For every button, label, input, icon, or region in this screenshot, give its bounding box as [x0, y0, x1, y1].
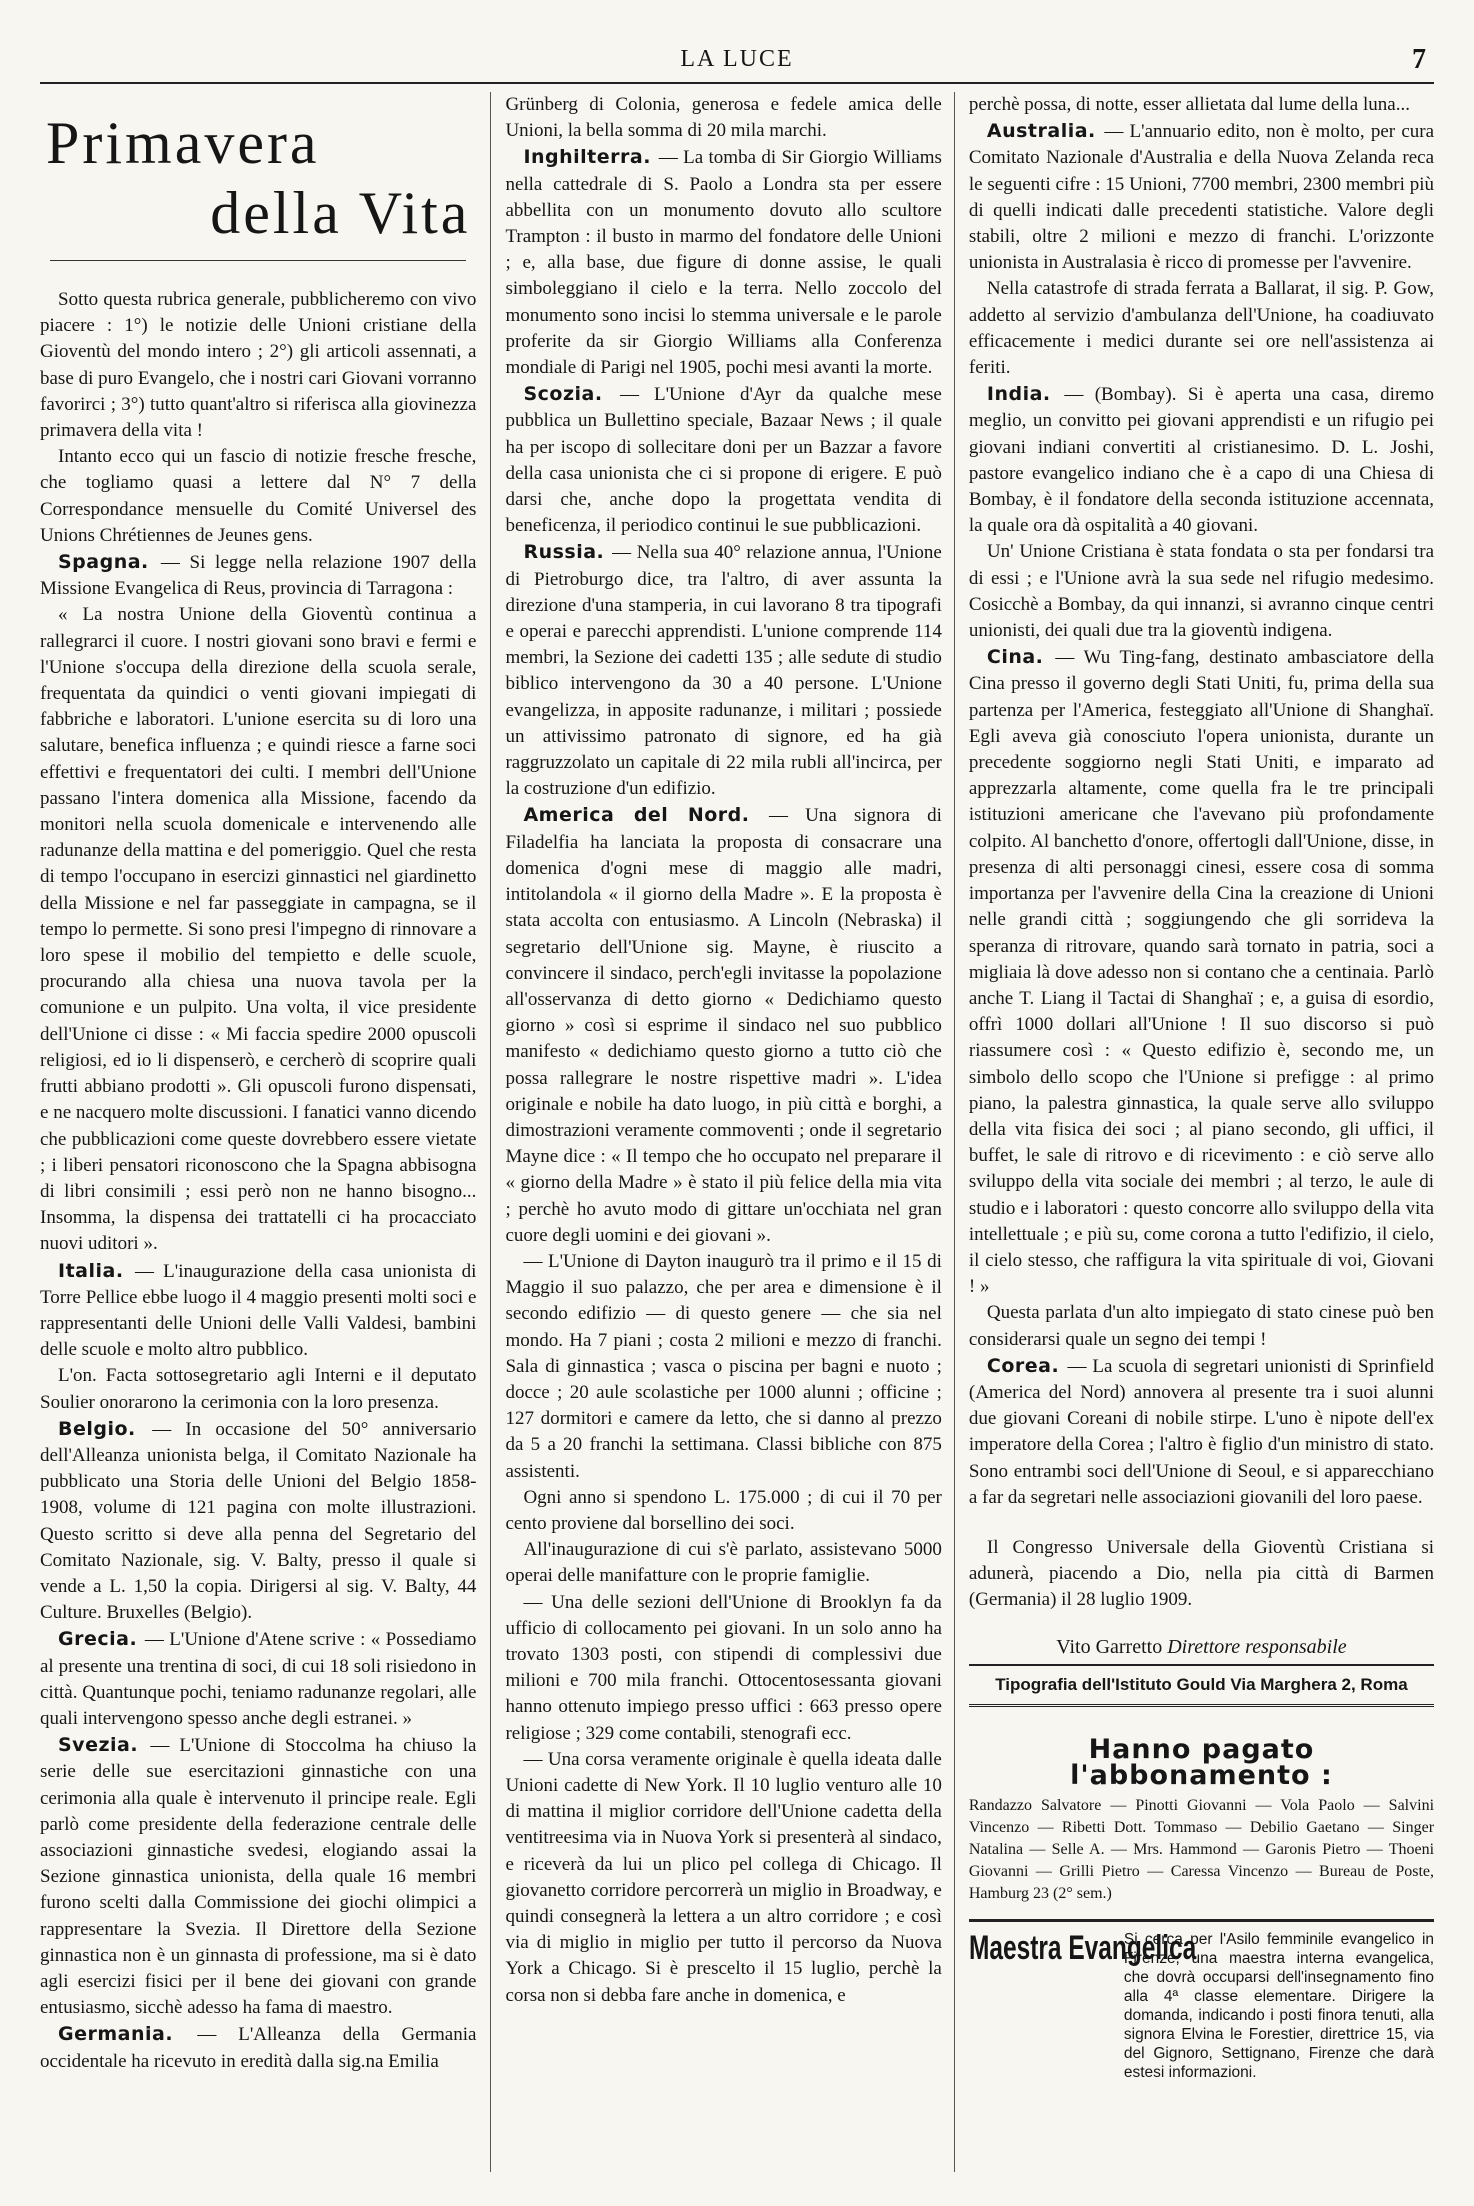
- paragraph-text: — L'inaugurazione della casa unionista di Torre Pellice ebbe luogo il 4 maggio presenti molti soci e rappresentanti delle Unioni delle Valli Valdesi, bambini delle scuole e molto altro pubblico.: [40, 1260, 477, 1361]
- paragraph: [40, 287, 476, 444]
- paragraph: [969, 276, 1434, 381]
- paragraph-text: — L'Unione d'Atene scrive : « Possediamo al presente una trentina di soci, di cui 18 soli risiedono in città. Quantunque pochi, teniamo radunanze regolari, alle quali intervengono spesso anche degli estranei. »: [40, 1629, 477, 1729]
- column-title-line2: della Vita: [210, 180, 471, 246]
- paragraph: [969, 381, 1434, 539]
- paragraph: [505, 1537, 941, 1589]
- title-rule: [50, 260, 466, 261]
- congress-notice: Il Congresso Universale della Gioventù Cristiana si adunerà, piacendo a Dio, nella pia città di Barmen (Germania) il 28 luglio 1909.: [968, 1536, 1435, 1611]
- section-heading: Inghilterra.: [523, 146, 659, 169]
- paragraph: [40, 602, 476, 1257]
- paragraph-text: Questa parlata d'un alto impiegato di stato cinese può ben considerarsi quale un segno dei tempi !: [968, 1302, 1435, 1350]
- section-heading: Cina.: [986, 646, 1056, 669]
- paragraph: [40, 1626, 476, 1732]
- paragraph: [505, 539, 941, 802]
- page-number: 7: [1412, 44, 1426, 75]
- section-heading: Russia.: [523, 541, 613, 564]
- paragraph: [40, 549, 476, 602]
- paragraph-text: Ogni anno si spendono L. 175.000 ; di cui il 70 per cento proviene dal borsellino dei soci.: [505, 1486, 942, 1534]
- paragraph-text: Grünberg di Colonia, generosa e fedele amica delle Unioni, la bella somma di 20 mila marchi.: [505, 94, 942, 142]
- paragraph: [40, 1416, 476, 1627]
- columns: [40, 92, 1434, 2172]
- signature-line: [969, 1628, 1434, 1666]
- paragraph: [969, 539, 1434, 644]
- section-heading: Svezia.: [58, 1734, 151, 1757]
- paragraph-text: — Una delle sezioni dell'Unione di Brooklyn fa da ufficio di collocamento pei giovani. In un solo anno ha trovato 1303 posti, con stipendi di complessivi due milioni e 700 mila franchi. Ottocentosessanta giovani hanno ottenuto impiego presso uffici : 663 presso opere religiose ; 329 come contabili, stenografi ecc.: [505, 1591, 942, 1744]
- paragraph: [40, 1363, 476, 1415]
- paragraph-text: — Si legge nella relazione 1907 della Missione Evangelica di Reus, provincia di Tarragona :: [40, 552, 477, 600]
- column-3-body: [969, 92, 1434, 1511]
- paragraph-text: — In occasione del 50° anniversario dell'Alleanza unionista belga, il Comitato Nazionale ha pubblicato una Storia delle Unioni del Belgio 1858-1908, volume di 121 pagina con molte illustrazioni. Questo scritto si deve alla penna del Segretario del Comitato Nazionale, sig. V. Balty, presso il quale si vende a L. 1,50 la copia. Dirigersi al sig. V. Balty, 44 Culture. Bruxelles (Belgio).: [40, 1418, 477, 1624]
- column-1-body: [40, 287, 476, 2075]
- page-header: [40, 42, 1434, 84]
- paragraph-text: — L'Unione di Dayton inaugurò tra il primo e il 15 di Maggio il suo palazzo, che per area e dimensione è il secondo edifizio — di questo genere — che sia nel mondo. Ha 7 piani ; costa 2 milioni e mezzo di franchi. Sala di ginnastica ; vasca o piscina per bagni e nuoto ; docce ; 20 aule scolastiche per 1000 alunni ; officine ; 127 dormitori e camere da letto, che si danno al prezzo da 5 a 20 franchi la settimana. Classi bibliche con 875 assistenti.: [505, 1250, 942, 1482]
- section-heading: Germania.: [58, 2023, 198, 2046]
- newspaper-title: LA LUCE: [680, 46, 794, 72]
- paragraph: [969, 644, 1434, 1300]
- paragraph: [40, 1258, 476, 1364]
- paragraph-text: — Una signora di Filadelfia ha lanciata la proposta di consacrare una domenica d'ogni mese di maggio alle madri, intitolandola « il giorno della Madre ». E la proposta è stata accolta con entusiasmo. A Lincoln (Nebraska) il segretario dell'Unione sig. Mayne, è riuscito a convincere il sindaco, perch'egli invitasse la popolazione all'osservanza di detto giorno « Dedichiamo questo giorno » così si esprime il sindaco nel suo pubblico manifesto « dedichiamo questo giorno a tutto ciò che possa rallegrare le nostre rispettive madri ». L'idea originale e nobile ha dato luogo, in più città e borghi, a dimostrazioni veramente commoventi ; onde il segretario Mayne dice : « Il tempo che ho occupato nel preparare il « giorno della Madre » è stato il più felice della mia vita ; perchè ho avuto modo di gittare un'occhiata nel gran cuore degli uomini e dei giovani ».: [505, 805, 942, 1246]
- paragraph-text: — L'Unione d'Ayr da qualche mese pubblica un Bullettino speciale, Bazaar News ; il quale ha per iscopo di sollecitare doni per un Bazzar a favore della casa unionista che ci si propone di erigere. E può darsi che, anche dopo la progettata vendita di beneficenza, il periodico continui le sue pubblicazioni.: [505, 384, 942, 537]
- paragraph-text: L'on. Facta sottosegretario agli Interni e il deputato Soulier onorarono la cerimonia con la loro presenza.: [40, 1365, 477, 1413]
- section-heading: Australia.: [986, 120, 1105, 143]
- paragraph-text: Un' Unione Cristiana è stata fondata o sta per fondarsi tra di essi ; e l'Unione avrà la sua sede nel rifugio medesimo. Cosicchè a Bombay, da qui innanzi, si avranno cinque centri unionisti, dei quali due tra la gioventù indigena.: [968, 541, 1435, 642]
- paragraph-text: — Una corsa veramente originale è quella ideata dalle Unioni cadette di New York. Il 10 luglio venturo alle 10 di mattina il miglior corridore dell'Unione cadetta della ventitreesima via in Nuova York si presenterà al sindaco, e riceverà da lui un plico pel collega di Chicago. Il giovanetto corridore percorrerà un miglio in Broadway, e quindi consegnerà la lettera a un altro corridore ; e così via di miglio in miglio per tutto il percorso da Nuova York a Chicago. Si è prescelto il 15 luglio, perchè la corsa non si debba fare anche in domenica, e: [505, 1748, 942, 2006]
- paragraph: [969, 118, 1434, 276]
- paragraph-text: Sotto questa rubrica generale, pubblicheremo con vivo piacere : 1°) le notizie delle Unioni cristiane della Gioventù del mondo intero ; 2°) gli articoli assennati, a base di puro Evangelo, che i nostri cari Giovani vorranno favorirci ; 3°) tutto quant'altro si riferisca alla giovinezza primavera della vita !: [40, 289, 477, 442]
- paragraph: [40, 444, 476, 549]
- paragraph-text: — La tomba di Sir Giorgio Williams nella cattedrale di S. Paolo a Londra sta per essere abbellita con un monumento dovuto allo scultore Trampton : il busto in marmo del fondatore delle Unioni ; e, alla base, due figure di donne assise, le quali simboleggiano il cielo e la terra. Nello zoccolo del monumento sono incisi lo stemma universale e le parole proferite da sir Giorgio Williams alla Conferenza mondiale di Parigi nel 1905, pochi mesi avanti la morte.: [505, 147, 942, 379]
- section-heading: Belgio.: [58, 1417, 153, 1440]
- paragraph-text: All'inaugurazione di cui s'è parlato, assistevano 5000 operai delle manifatture con le proprie famiglie.: [505, 1539, 942, 1587]
- section-heading: Grecia.: [58, 1628, 145, 1651]
- paragraph-text: « La nostra Unione della Gioventù continua a rallegrarci il cuore. I nostri giovani sono bravi e fermi e l'Unione s'occupa della direzione della scuola serale, frequentata da quindici o venti giovani impiegati di fabbriche e laboratori. L'unione esercita su di loro una salutare, benefica influenza ; e quindi riesce a farne soci effettivi e frequentatori dei culti. I membri dell'Unione passano l'intera domenica alla Missione, facendo da monitori nella scuola domenicale e intervenendo alle radunanze della mattina e del pomeriggio. Quel che resta di tempo l'occupano in esercizi ginnastici nel giardinetto della Missione e nel far passeggiate in campagna, se il tempo lo permette. Si sono presi l'impegno di rinnovare a loro spese il mobilio del tempietto e delle scuole, procurando alla chiesa una nuova tavola per la comunione e un pulpito. Una volta, il vice presidente dell'Unione ci disse : « Mi faccia spedire 2000 opuscoli religiosi, ed io li dispenserò, e cercherò di scoprire quali frutti abbiano prodotti ». Gli opuscoli furono dispensati, e ne nacquero molte discussioni. I fanatici vanno dicendo che pubblicazioni come queste dovrebbero essere vietate ; i liberi pensatori riconoscono che la Spagna abbisogna di libri consimili ; essi però non ne hanno bisogno... Insomma, la dispensa dei trattatelli ci ha procacciato nuovi uditori ».: [40, 604, 477, 1255]
- column-2: [505, 92, 954, 2172]
- paragraph: [40, 1732, 476, 2021]
- printer-line: Tipografia dell'Istituto Gould Via Marghera 2, Roma: [969, 1666, 1434, 1707]
- section-heading: Scozia.: [523, 383, 620, 406]
- paragraph: [505, 381, 941, 539]
- paragraph: [505, 802, 941, 1248]
- paragraph-text: perchè possa, di notte, esser allietata dal lume della luna...: [968, 94, 1410, 115]
- paragraph-text: — L'Unione di Stoccolma ha chiuso la serie delle sue esercitazioni ginnastiche con una cerimonia alla quale è intervenuto il principe reale. Egli parlò come presidente della federazione centrale delle associazioni ginnastiche svedesi, elogiando assai la Sezione ginnastica unionista, della quale 16 membri furono scelti dalla Commissione dei giochi olimpici a rappresentare la Svezia. Il Direttore della Sezione ginnastica non è un ginnasta di professione, ma si è dato agli esercizi fisici per il bene dei giovani con grande entusiasmo, sicchè adesso ha fama di maestro.: [40, 1735, 477, 2019]
- paragraph: [969, 92, 1434, 118]
- paragraph: [505, 1485, 941, 1537]
- paragraph: [505, 1747, 941, 2009]
- column-2-body: [505, 92, 941, 2009]
- ad-text: Si cerca per l'Asilo femminile evangelico in Firenze, una maestra interna evangelica, che dovrà occuparsi dell'insegnamento fino alla 4ª classe elementare. Dirigere la domanda, indicando i posti finora tenuti, alla signora Elvina le Forestier, direttrice 15, via del Gignoro, Settignano, Firenze che darà estesi informazioni.: [1123, 1931, 1435, 2082]
- paragraph-text: — La scuola di segretari unionisti di Sprinfield (America del Nord) annovera al presente tra i suoi alunni due giovani Coreani di nobile stirpe. L'uno è nipote dell'ex imperatore della Corea ; l'altro è figlio d'un ministro di stato. Sono entrambi soci dell'Unione di Seoul, e si apparecchiano a far da segretari nelle associazioni giovanili del loro paese.: [968, 1355, 1435, 1508]
- classified-ad: [969, 1919, 1434, 2082]
- section-heading: India.: [986, 383, 1065, 406]
- subscriptions-title: Hanno pagato l'abbonamento :: [1070, 1733, 1333, 1792]
- section-heading: America del Nord.: [523, 804, 770, 827]
- ad-headline: Maestra Evangelica: [968, 1929, 1197, 1968]
- paragraph-text: — L'Alleanza della Germania occidentale ha ricevuto in eredità dalla sig.na Emilia: [40, 2024, 477, 2072]
- paragraph: [969, 1300, 1434, 1352]
- section-heading: Corea.: [986, 1354, 1068, 1377]
- editor-name: Vito Garretto: [1056, 1635, 1163, 1658]
- column-1: [40, 92, 491, 2172]
- subscriptions-list: Randazzo Salvatore — Pinotti Giovanni — Vola Paolo — Salvini Vincenzo — Ribetti Dott. Tommaso — Debilio Gaetano — Singer Natalina — Selle A. — Mrs. Hammond — Garonis Pietro — Thoeni Giovanni — Grilli Pietro — Caressa Vincenzo — Bureau de Poste, Hamburg 23 (2° sem.): [968, 1797, 1435, 1903]
- column-title-line1: Primavera: [46, 110, 320, 176]
- paragraph: [505, 1249, 941, 1485]
- paragraph-text: — L'annuario edito, non è molto, per cura Comitato Nazionale d'Australia e della Nuova Zelanda reca le seguenti cifre : 15 Unioni, 7700 membri, 2300 membri più di quelli indicati dalle precedenti statistiche. Valore degli stabili, oltre 2 milioni e mezzo di franchi. L'orizzonte unionista in Australasia è ricco di promesse per l'avvenire.: [968, 121, 1435, 274]
- paragraph-text: Intanto ecco qui un fascio di notizie fresche fresche, che togliamo quasi a lettere dal N° 7 della Correspondance mensuelle du Comité Universel des Unions Chrétiennes de Jeunes gens.: [40, 446, 477, 546]
- paragraph-text: — Wu Ting-fang, destinato ambasciatore della Cina presso il governo degli Stati Uniti, fu, prima della sua partenza per l'America, festeggiato all'Unione di Shanghaï. Egli aveva già conosciuto l'opera unionista, durante un precedente soggiorno negli Stati Uniti, e imparato ad apprezzarla altamente, come quella fra le tre principali istituzioni americane che l'avevano più profondamente colpito. Al banchetto d'onore, offertogli dall'Unione, disse, in presenza di alti personaggi cinesi, essere cosa di somma importanza per l'avvenire della Cina la creazione di Unioni nelle grandi città ; soggiungendo che gli sorrideva la speranza di ritrovare, quando sarà tornato in patria, soci a migliaia là dove adesso non si contano che a centinaia. Parlò anche T. Liang il Tactai di Shanghaï ; e, a guisa di esordio, offrì 1000 dollari all'Unione ! Il suo discorso si può riassumere così : « Questo edifizio è, secondo me, un simbolo dello scopo che l'Unione si prefigge : al primo piano, la palestra ginnastica, la quale serve allo sviluppo della vita fisica dei soci ; al piano secondo, gli uffici, il buffet, le sale di ritrovo e di ricevimento : e ciò serve allo sviluppo della vita sociale dei membri ; al terzo, le aule di studio e i laboratori : questo concorre allo sviluppo della vita intellettuale ; e più su, come corona a tutto l'edifizio, il cielo, il cielo stesso, che raffigura la vita spirituale di voi, Giovani ! »: [968, 647, 1435, 1298]
- section-heading: Italia.: [58, 1259, 136, 1282]
- editor-role: Direttore responsabile: [1167, 1635, 1347, 1658]
- paragraph: [505, 144, 941, 381]
- paragraph-text: Nella catastrofe di strada ferrata a Ballarat, il sig. P. Gow, addetto al servizio d'ambulanza dell'Unione, ha coadiuvato efficacemente i medici durante sei ore nell'assistenza ai feriti.: [968, 278, 1435, 379]
- paragraph: [969, 1353, 1434, 1511]
- column-3: [969, 92, 1434, 2172]
- paragraph: [505, 1590, 941, 1747]
- paragraph-text: — (Bombay). Si è aperta una casa, diremo meglio, un convitto pei giovani apprendisti e un rifugio pei giovani indiani convertiti al cristianesimo. D. L. Joshi, pastore evangelico indiano che è a capo di una Chiesa di Bombay, è il fondatore della seconda istituzione accennata, la quale ora dà ospitalità a 40 giovani.: [968, 384, 1435, 537]
- paragraph-text: — Nella sua 40° relazione annua, l'Unione di Pietroburgo dice, tra l'altro, di aver assunta la direzione d'una stamperia, in cui lavorano 8 tra tipografi e operai e parecchi apprendisti. L'unione comprende 114 membri, la Sezione dei cadetti 135 ; alle sedute di studio biblico intervengono da 30 a 40 persone. L'Unione evangelizza, in apposite radunanze, i militari ; possiede un attivissimo patronato di signore, ed ha già raggruzzolato un capitale di 22 mila rubli all'incirca, per la costruzione d'un edifizio.: [505, 542, 942, 800]
- paragraph: [505, 92, 941, 144]
- paragraph: [40, 2021, 476, 2074]
- section-heading: Spagna.: [58, 551, 161, 574]
